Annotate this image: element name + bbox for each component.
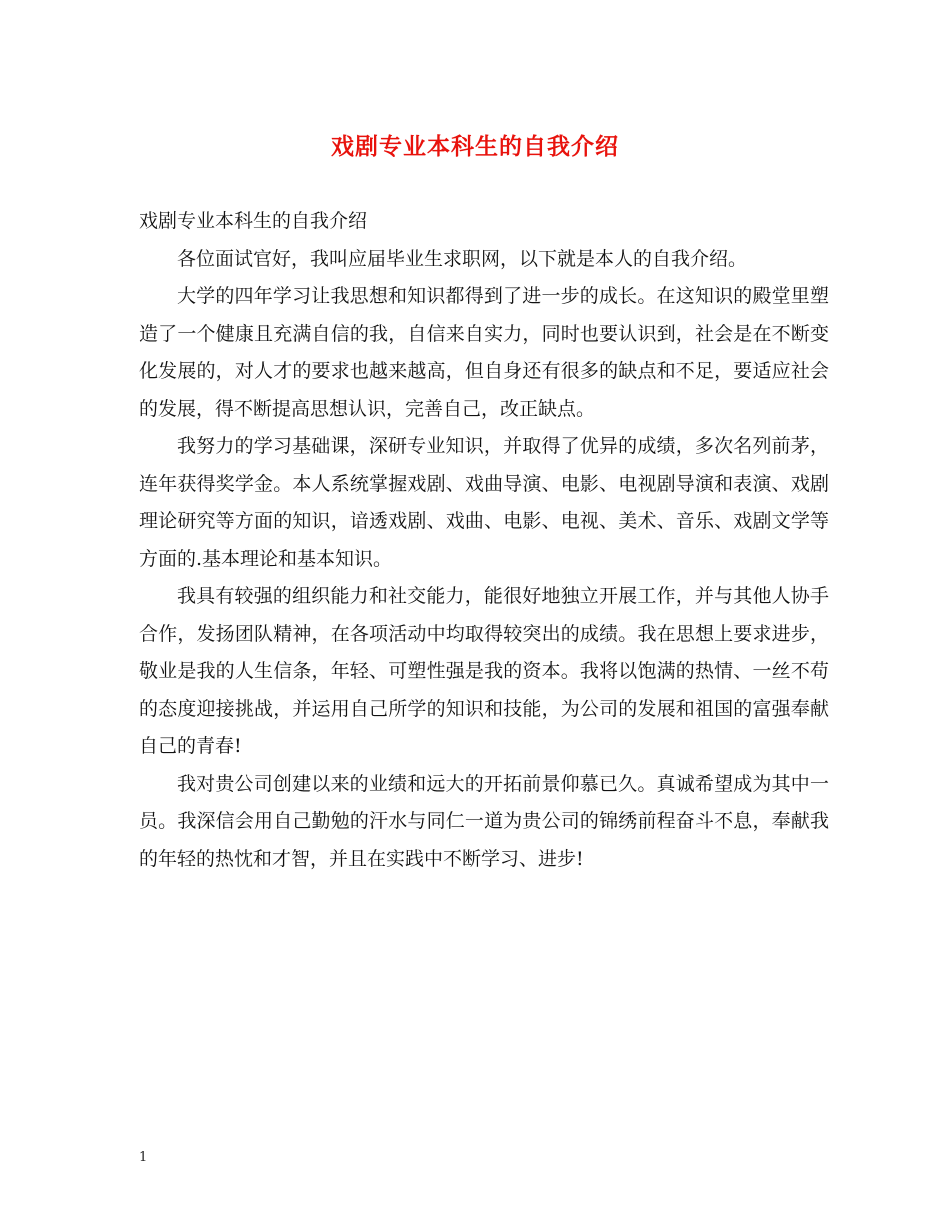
- page-number: 1: [139, 1150, 148, 1165]
- paragraph-abilities: 我具有较强的组织能力和社交能力，能很好地独立开展工作，并与其他人协手合作，发扬团队精神，在各项活动中均取得较突出的成绩。我在思想上要求进步，敬业是我的人生信条，年轻、可塑性强是我的资本。我将以饱满的热情、一丝不苟的态度迎接挑战，并运用自己所学的知识和技能，为公司的发展和祖国的富强奉献自己的青春!: [139, 585, 829, 757]
- paragraph-study: 我努力的学习基础课，深研专业知识，并取得了优异的成绩，多次名列前茅，连年获得奖学金。本人系统掌握戏剧、戏曲导演、电影、电视剧导演和表演、戏剧理论研究等方面的知识，谙透戏剧、戏曲、电影、电视、美术、音乐、戏剧文学等方面的.基本理论和基本知识。: [139, 435, 829, 570]
- body-heading: 戏剧专业本科生的自我介绍: [139, 210, 368, 232]
- paragraph-greeting: 各位面试官好，我叫应届毕业生求职网，以下就是本人的自我介绍。: [177, 247, 748, 270]
- document-title: 戏剧专业本科生的自我介绍: [331, 133, 619, 160]
- paragraph-university: 大学的四年学习让我思想和知识都得到了进一步的成长。在这知识的殿堂里塑造了一个健康且充满自信的我，自信来自实力，同时也要认识到，社会是在不断变化发展的，对人才的要求也越来越高，但自身还有很多的缺点和不足，要适应社会的发展，得不断提高思想认识，完善自己，改正缺点。: [139, 285, 829, 420]
- paragraph-closing: 我对贵公司创建以来的业绩和远大的开拓前景仰慕已久。真诚希望成为其中一员。我深信会用自己勤勉的汗水与同仁一道为贵公司的锦绣前程奋斗不息，奉献我的年轻的热忱和才智，并且在实践中不断学习、进步!: [139, 772, 829, 870]
- document-body: [139, 203, 829, 878]
